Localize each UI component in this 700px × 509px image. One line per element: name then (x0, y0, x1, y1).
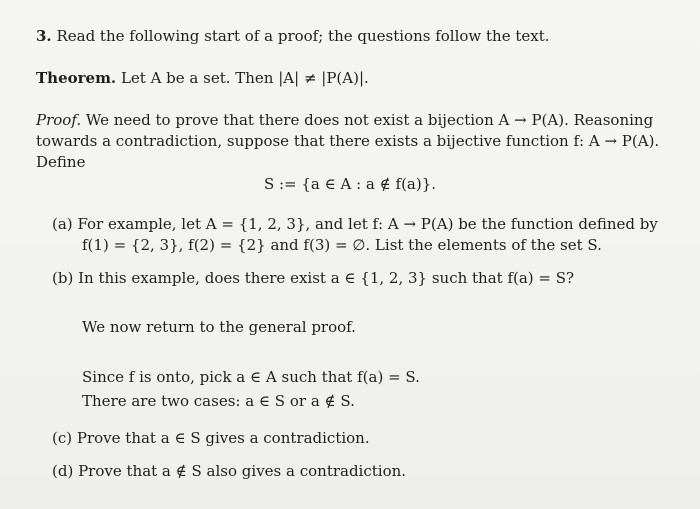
cases-text: There are two cases: a ∈ S or a ∉ S. (82, 392, 355, 410)
problem-intro: Read the following start of a proof; the questions follow the text. (56, 27, 550, 45)
part-d-label: (d) (52, 462, 74, 480)
part-b-text: In this example, does there exist a ∈ {1, 2, 3} such that f(a) = S? (78, 269, 575, 287)
proof-line-1 (36, 111, 653, 129)
part-d (52, 462, 406, 480)
proof-text-1: We need to prove that there does not exist a bijection A → P(A). Reasoning (85, 111, 654, 129)
part-a-line-2: f(1) = {2, 3}, f(2) = {2} and f(3) = ∅. List the elements of the set S. (82, 236, 602, 254)
part-c (52, 429, 370, 447)
proof-line-3: Define (36, 153, 86, 171)
part-d-text: Prove that a ∉ S also gives a contradiction. (78, 462, 407, 480)
problem-number: 3. (36, 27, 52, 45)
return-text: We now return to the general proof. (82, 318, 356, 336)
proof-line-2: towards a contradiction, suppose that there exists a bijective function f: A → P(A). (36, 132, 660, 150)
part-c-text: Prove that a ∈ S gives a contradiction. (76, 429, 370, 447)
part-a-label: (a) (52, 215, 73, 233)
part-b (52, 269, 574, 287)
problem-heading (36, 27, 550, 45)
theorem-label: Theorem. (36, 69, 117, 87)
onto-text: Since f is onto, pick a ∈ A such that f(a) = S. (82, 368, 420, 386)
part-b-label: (b) (52, 269, 74, 287)
part-a-line-1 (52, 215, 658, 233)
proof-label: Proof. (36, 111, 82, 129)
part-a-text-1: For example, let A = {1, 2, 3}, and let f: A → P(A) be the function defined by (77, 215, 658, 233)
part-c-label: (c) (52, 429, 73, 447)
theorem-text: Let A be a set. Then |A| ≠ |P(A)|. (120, 69, 369, 87)
set-definition: S := {a ∈ A : a ∉ f(a)}. (263, 175, 437, 193)
theorem-statement (36, 69, 369, 87)
